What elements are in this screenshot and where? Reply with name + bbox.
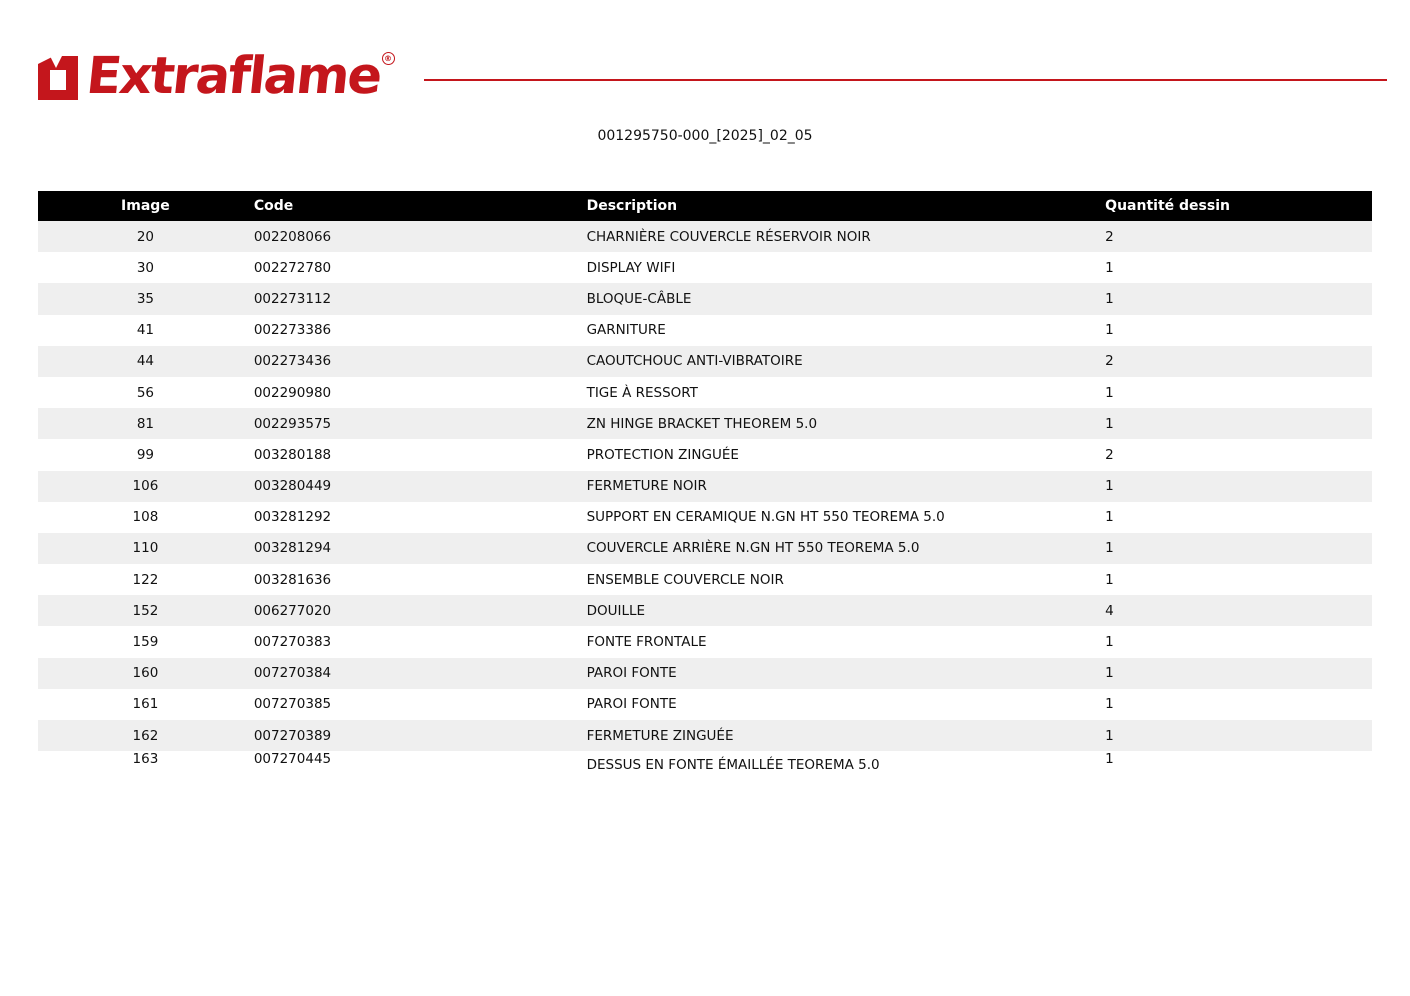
cell-code: 002273386 (253, 315, 587, 346)
cell-description: COUVERCLE ARRIÈRE N.GN HT 550 TEOREMA 5.0 (587, 533, 1106, 564)
cell-code: 007270389 (253, 720, 587, 751)
table-row (38, 377, 1372, 408)
cell-code: 002272780 (253, 252, 587, 283)
cell-description: FONTE FRONTALE (587, 626, 1106, 657)
table-row (38, 595, 1372, 626)
cell-description: TIGE À RESSORT (587, 377, 1106, 408)
table-row (38, 626, 1372, 657)
column-header-quantity: Quantité dessin (1105, 191, 1372, 221)
cell-quantity: 1 (1105, 751, 1372, 783)
table-row (38, 720, 1372, 751)
cell-image-ref: 108 (38, 502, 253, 533)
table-row (38, 408, 1372, 439)
flame-logo-icon (34, 54, 82, 102)
cell-quantity: 1 (1105, 252, 1372, 283)
cell-image-ref: 159 (38, 626, 253, 657)
cell-quantity: 1 (1105, 533, 1372, 564)
cell-image-ref: 41 (38, 315, 253, 346)
cell-image-ref: 162 (38, 720, 253, 751)
cell-description: PAROI FONTE (587, 689, 1106, 720)
cell-description: DESSUS EN FONTE ÉMAILLÉE TEOREMA 5.0 (587, 751, 1106, 783)
cell-description: PROTECTION ZINGUÉE (587, 439, 1106, 470)
cell-description: PAROI FONTE (587, 658, 1106, 689)
cell-description: CAOUTCHOUC ANTI-VIBRATOIRE (587, 346, 1106, 377)
brand-logo (34, 47, 395, 106)
cell-image-ref: 163 (38, 751, 253, 783)
column-header-code: Code (253, 191, 587, 221)
cell-description: ENSEMBLE COUVERCLE NOIR (587, 564, 1106, 595)
cell-description: GARNITURE (587, 315, 1106, 346)
cell-quantity: 2 (1105, 439, 1372, 470)
cell-code: 002290980 (253, 377, 587, 408)
cell-quantity: 1 (1105, 283, 1372, 314)
table-row (38, 564, 1372, 595)
cell-description: CHARNIÈRE COUVERCLE RÉSERVOIR NOIR (587, 221, 1106, 252)
cell-code: 003280449 (253, 471, 587, 502)
cell-quantity: 1 (1105, 658, 1372, 689)
cell-quantity: 1 (1105, 689, 1372, 720)
cell-description: DISPLAY WIFI (587, 252, 1106, 283)
cell-code: 002273112 (253, 283, 587, 314)
column-header-description: Description (587, 191, 1106, 221)
cell-image-ref: 81 (38, 408, 253, 439)
cell-image-ref: 161 (38, 689, 253, 720)
cell-description: SUPPORT EN CERAMIQUE N.GN HT 550 TEOREMA 5.0 (587, 502, 1106, 533)
table-row (38, 751, 1372, 783)
cell-quantity: 1 (1105, 408, 1372, 439)
cell-code: 007270445 (253, 751, 587, 783)
cell-code: 003281294 (253, 533, 587, 564)
parts-table (38, 191, 1372, 783)
header-divider (424, 79, 1387, 81)
registered-mark: ® (382, 52, 395, 65)
cell-code: 007270383 (253, 626, 587, 657)
cell-image-ref: 44 (38, 346, 253, 377)
table-row (38, 315, 1372, 346)
cell-code: 006277020 (253, 595, 587, 626)
table-row (38, 471, 1372, 502)
cell-quantity: 2 (1105, 346, 1372, 377)
cell-quantity: 1 (1105, 720, 1372, 751)
table-row (38, 221, 1372, 252)
cell-quantity: 1 (1105, 377, 1372, 408)
table-row (38, 283, 1372, 314)
table-row (38, 689, 1372, 720)
cell-quantity: 1 (1105, 502, 1372, 533)
cell-image-ref: 122 (38, 564, 253, 595)
cell-description: FERMETURE ZINGUÉE (587, 720, 1106, 751)
cell-image-ref: 35 (38, 283, 253, 314)
page-header (34, 47, 1388, 106)
cell-image-ref: 106 (38, 471, 253, 502)
cell-image-ref: 30 (38, 252, 253, 283)
cell-code: 007270385 (253, 689, 587, 720)
cell-quantity: 1 (1105, 471, 1372, 502)
cell-image-ref: 152 (38, 595, 253, 626)
cell-quantity: 1 (1105, 626, 1372, 657)
cell-image-ref: 20 (38, 221, 253, 252)
table-header-row (38, 191, 1372, 221)
cell-description: DOUILLE (587, 595, 1106, 626)
cell-image-ref: 110 (38, 533, 253, 564)
cell-image-ref: 56 (38, 377, 253, 408)
document-id: 001295750-000_[2025]_02_05 (597, 128, 813, 144)
cell-description: ZN HINGE BRACKET THEOREM 5.0 (587, 408, 1106, 439)
table-row (38, 533, 1372, 564)
table-row (38, 252, 1372, 283)
cell-code: 003281292 (253, 502, 587, 533)
cell-code: 003280188 (253, 439, 587, 470)
cell-code: 007270384 (253, 658, 587, 689)
cell-image-ref: 160 (38, 658, 253, 689)
cell-image-ref: 99 (38, 439, 253, 470)
cell-code: 002293575 (253, 408, 587, 439)
table-row (38, 346, 1372, 377)
cell-description: FERMETURE NOIR (587, 471, 1106, 502)
cell-quantity: 4 (1105, 595, 1372, 626)
cell-quantity: 1 (1105, 315, 1372, 346)
column-header-image: Image (38, 191, 253, 221)
table-row (38, 502, 1372, 533)
cell-quantity: 2 (1105, 221, 1372, 252)
cell-code: 002273436 (253, 346, 587, 377)
cell-description: BLOQUE-CÂBLE (587, 283, 1106, 314)
table-row (38, 439, 1372, 470)
cell-code: 003281636 (253, 564, 587, 595)
cell-quantity: 1 (1105, 564, 1372, 595)
table-row (38, 658, 1372, 689)
brand-name: Extraflame (83, 47, 384, 106)
cell-code: 002208066 (253, 221, 587, 252)
